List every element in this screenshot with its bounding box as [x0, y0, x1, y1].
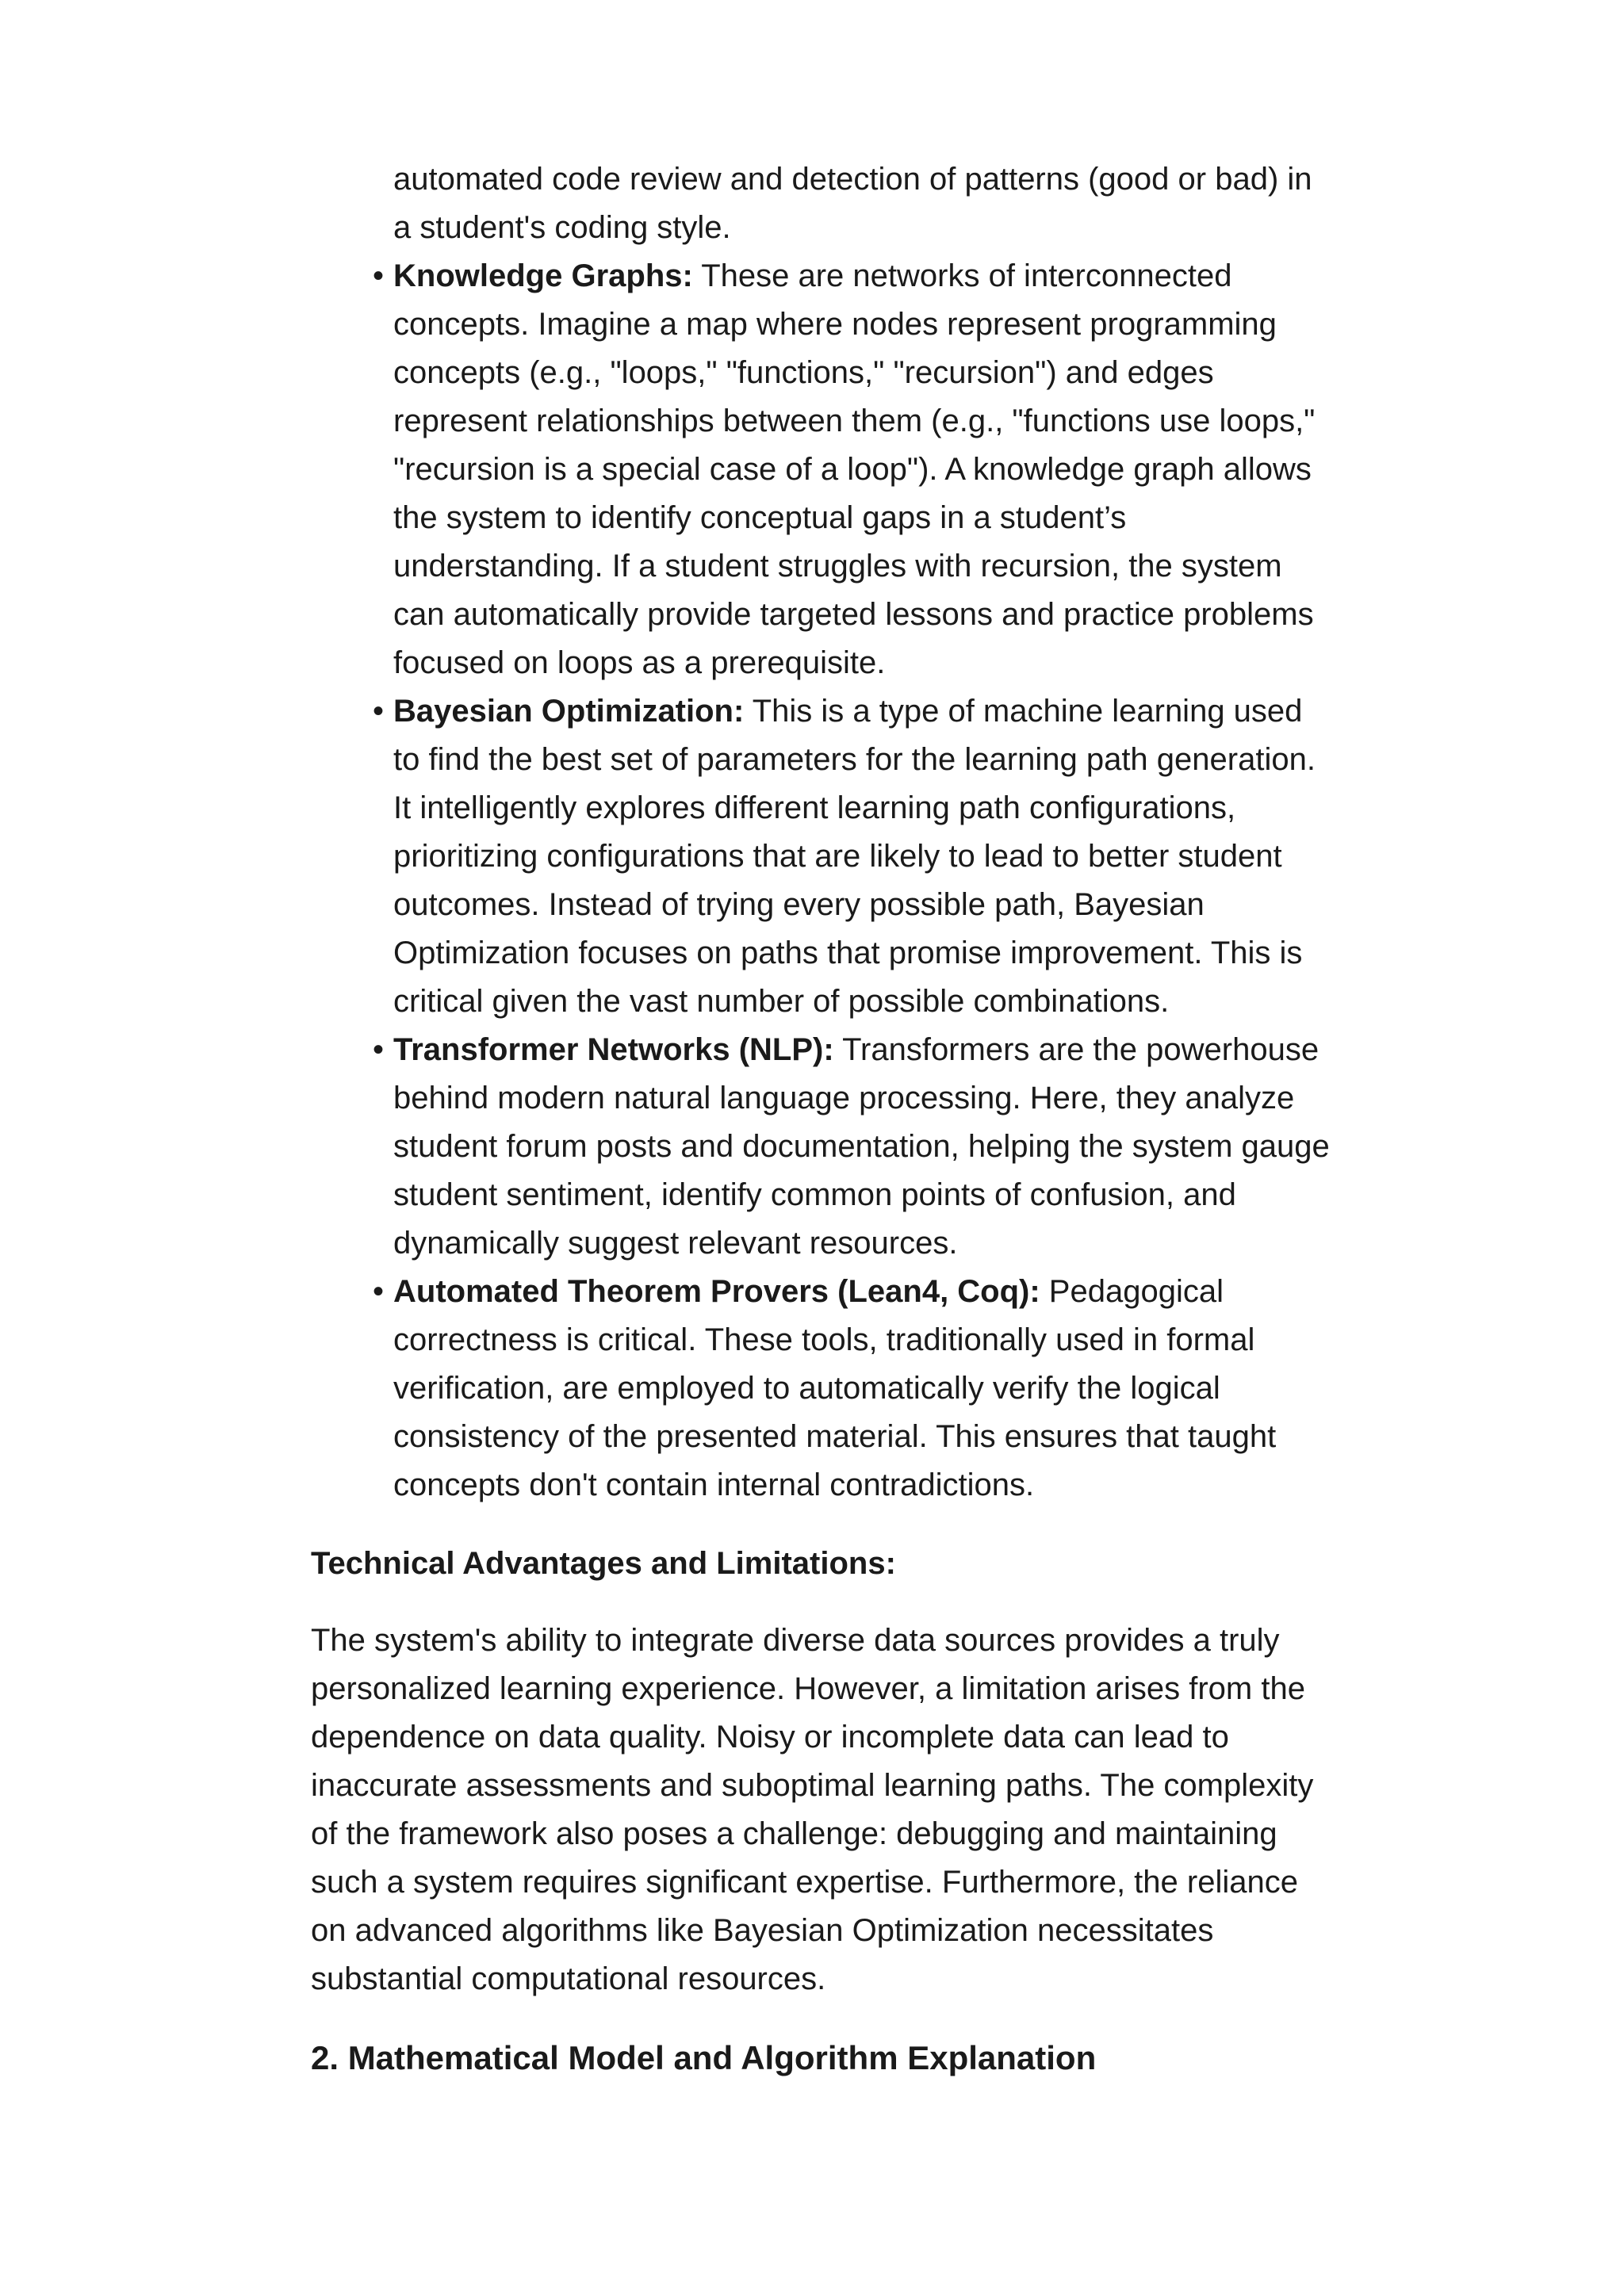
- bullet-mark: •: [373, 1274, 385, 1309]
- bullet-bayesian-optimization: [373, 687, 1334, 1026]
- section-heading-mathematical-model: 2. Mathematical Model and Algorithm Explanation: [311, 2039, 1097, 2076]
- bullet-text: Pedagogical correctness is critical. These tools, traditionally used in formal verification, are employed to automatically verify the logical consistency of the presented material. This ensures that taught concepts don't contain internal contradictions.: [393, 1274, 1277, 1502]
- document-body: [311, 155, 1334, 2082]
- bullet-text: Transformers are the powerhouse behind modern natural language processing. Here, they analyze student forum posts and documentation, helping the system gauge student sentiment, identify common points of confusion, and dynamically suggest relevant resources.: [393, 1032, 1330, 1261]
- bullet-text: This is a type of machine learning used to find the best set of parameters for the learning path generation. It intelligently explores different learning path configurations, prioritizing configurations that are likely to lead to better student outcomes. Instead of trying every possible path, Bayesian Optimization focuses on paths that promise improvement. This is critical given the vast number of possible combinations.: [393, 694, 1316, 1019]
- bullet-term: Automated Theorem Provers (Lean4, Coq):: [393, 1274, 1040, 1309]
- advantages-limitations-paragraph: The system's ability to integrate diverse data sources provides a truly personalized learning experience. However, a limitation arises from the dependence on data quality. Noisy or incomplete data can lead to inaccurate assessments and suboptimal learning paths. The complexity of the framework also poses a challenge: debugging and maintaining such a system requires significant expertise. Furthermore, the reliance on advanced algorithms like Bayesian Optimization necessitates substantial computational resources.: [311, 1623, 1314, 1996]
- bullet-term: Transformer Networks (NLP):: [393, 1032, 834, 1067]
- intro-continuation-text: automated code review and detection of patterns (good or bad) in a student's coding style.: [393, 162, 1312, 245]
- bullet-term: Bayesian Optimization:: [393, 694, 745, 729]
- bullet-text: These are networks of interconnected concepts. Imagine a map where nodes represent programming concepts (e.g., "loops," "functions," "recursion") and edges represent relationships between them (e.g., "functions use loops," "recursion is a special case of a loop"). A knowledge graph allows the system to identify conceptual gaps in a student’s understanding. If a student struggles with recursion, the system can automatically provide targeted lessons and practice problems focused on loops as a prerequisite.: [393, 258, 1316, 680]
- bullet-transformer-networks: [373, 1026, 1334, 1268]
- bullet-mark: •: [373, 1032, 385, 1067]
- bullet-mark: •: [373, 258, 385, 293]
- bullet-automated-theorem-provers: [373, 1268, 1334, 1510]
- bullet-knowledge-graphs: [373, 252, 1334, 687]
- bullet-term: Knowledge Graphs:: [393, 258, 693, 293]
- technology-bullet-list: [311, 252, 1334, 1510]
- bullet-mark: •: [373, 694, 385, 729]
- section-heading-advantages-limitations: Technical Advantages and Limitations:: [311, 1546, 896, 1581]
